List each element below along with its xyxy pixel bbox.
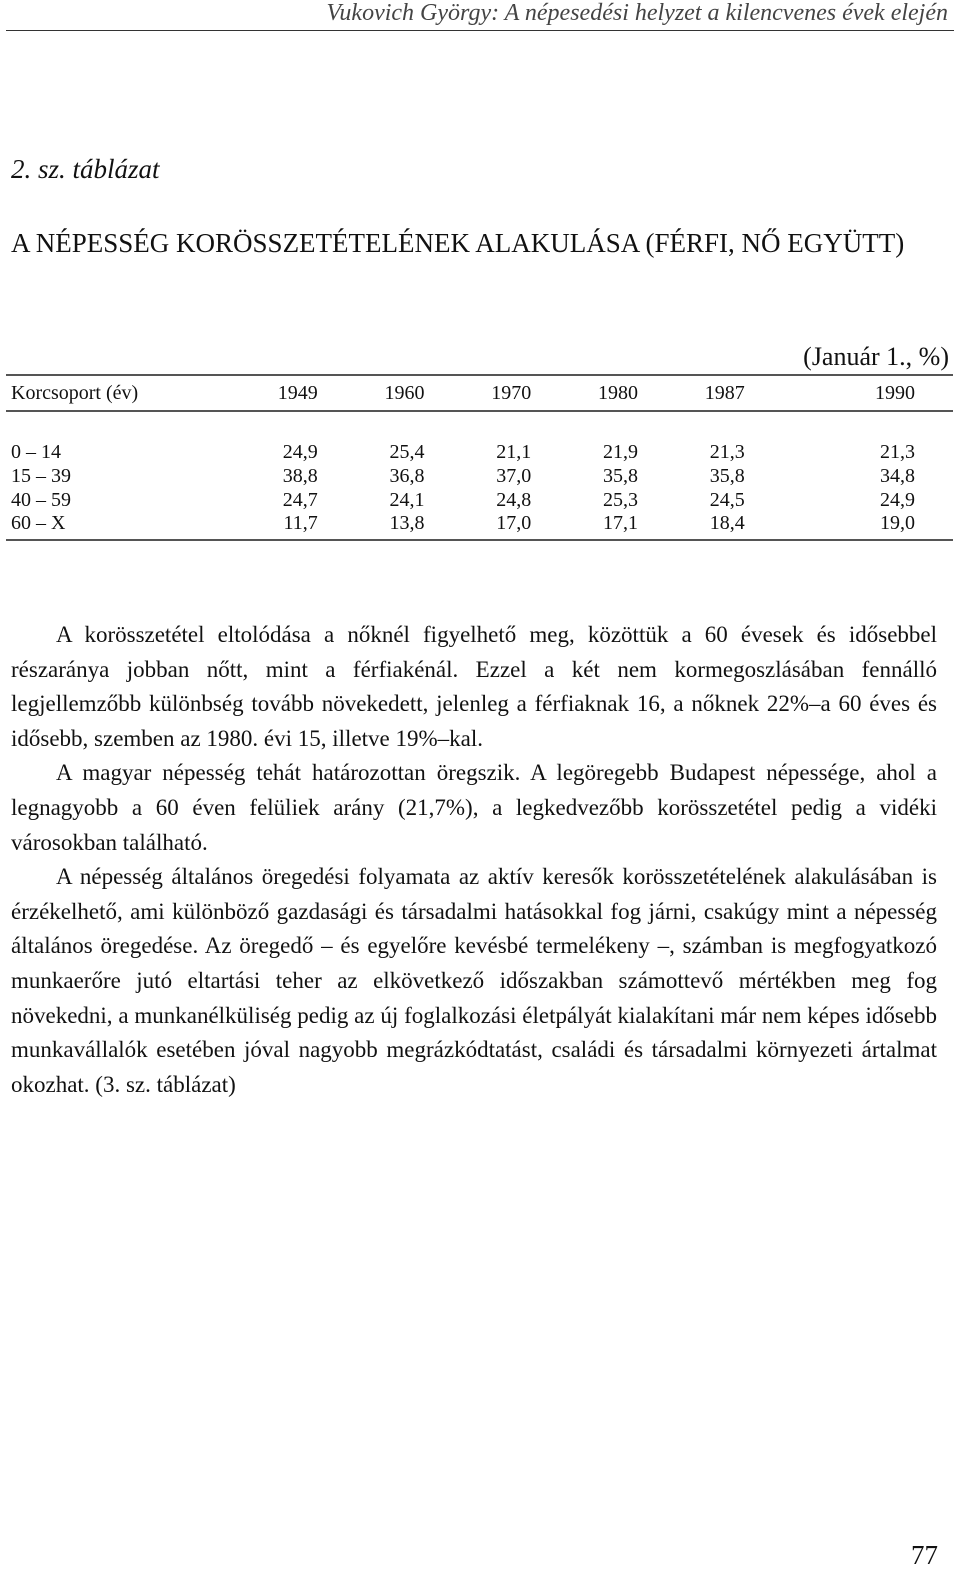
value-cell: 21,1 [496,440,532,463]
paragraph: A népesség általános öregedési folyamata az aktív keresők korösszetételének alakulásában is érzékelhető, ami különböző gazdasági és társadalmi hatásokkal fog járni, csakúgy mint a népesség általános öregedése. Az öregedő – és egyelőre kevésbé termelékeny –, számban is megfogyatkozó munkaerőre jutó eltartási teher az elkövetkező időszakban számottevő mértékben meg fog növekedni, a munkanélküliség pedig az új foglalkozási életpályát kialakítani már nem képes idősebb munkavállalók esetében jóval nagyobb megrázkódtatást, családi és társadalmi környezeti ártalmat okozhat. (3. sz. táblázat) [11,864,937,1097]
value-cell: 11,7 [211,512,318,540]
header-divider [6,30,954,31]
value-cell: 34,8 [880,464,915,487]
value-cell: 37,0 [496,464,532,487]
column-header-1980: 1980 [531,375,638,411]
value-cell: 24,5 [709,488,745,511]
value-cell: 19,0 [745,512,953,540]
value-cell: 17,0 [425,512,532,540]
running-head: Vukovich György: A népesedési helyzet a kilencvenes évek elején [326,0,948,26]
age-group-cell: 60 – X [6,512,211,540]
value-cell: 35,8 [709,464,745,487]
age-group-cell: 40 – 59 [11,488,71,511]
value-cell: 35,8 [603,464,638,487]
value-cell: 25,4 [389,440,425,463]
age-group-cell: 15 – 39 [11,464,71,487]
table-row [6,488,953,512]
value-cell: 13,8 [318,512,425,540]
table-unit: (Január 1., %) [803,342,949,371]
value-cell: 24,8 [496,488,532,511]
value-cell: 24,9 [880,488,915,511]
column-header-1990: 1990 [745,375,953,411]
page-number: 77 [911,1540,938,1570]
table-row [6,464,953,488]
column-header-age-group: Korcsoport (év) [6,375,211,411]
value-cell: 24,9 [282,440,318,463]
table-row [6,440,953,464]
table-header-row [6,375,953,411]
value-cell: 21,3 [880,440,915,463]
paragraph: A magyar népesség tehát határozottan öregszik. A legöregebb Budapest népessége, ahol a legnagyobb a 60 éven felüliek arány (21,7%), a legkedvezőbb korösszetétel pedig a vidéki városokban található. [11,760,937,855]
column-header-1970: 1970 [425,375,532,411]
age-structure-table [6,374,953,541]
body-text [11,618,937,1102]
column-header-1949: 1949 [211,375,318,411]
value-cell: 24,1 [389,488,425,511]
column-header-1960: 1960 [318,375,425,411]
column-header-1987: 1987 [638,375,745,411]
value-cell: 17,1 [531,512,638,540]
age-group-cell: 0 – 14 [11,440,61,463]
table-title: A NÉPESSÉG KORÖSSZETÉTELÉNEK ALAKULÁSA (FÉRFI, NŐ EGYÜTT) [11,228,905,258]
table-spacer [6,411,953,440]
value-cell: 38,8 [282,464,318,487]
value-cell: 25,3 [603,488,638,511]
value-cell: 21,3 [709,440,745,463]
value-cell: 21,9 [603,440,638,463]
value-cell: 18,4 [638,512,745,540]
value-cell: 36,8 [389,464,425,487]
value-cell: 24,7 [282,488,318,511]
table-number: 2. sz. táblázat [11,154,160,184]
paragraph: A korösszetétel eltolódása a nőknél figyelhető meg, közöttük a 60 évesek és idősebbel részaránya jobban nőtt, mint a férfiakénál. Ezzel a két nem kormegoszlásában fennálló legjellemzőbb különbség tovább növekedett, jelenleg a férfiaknak 16, a nőknek 22%–a 60 éves és idősebb, szemben az 1980. évi 15, illetve 19%–kal. [11,622,937,751]
table-row [6,512,953,540]
